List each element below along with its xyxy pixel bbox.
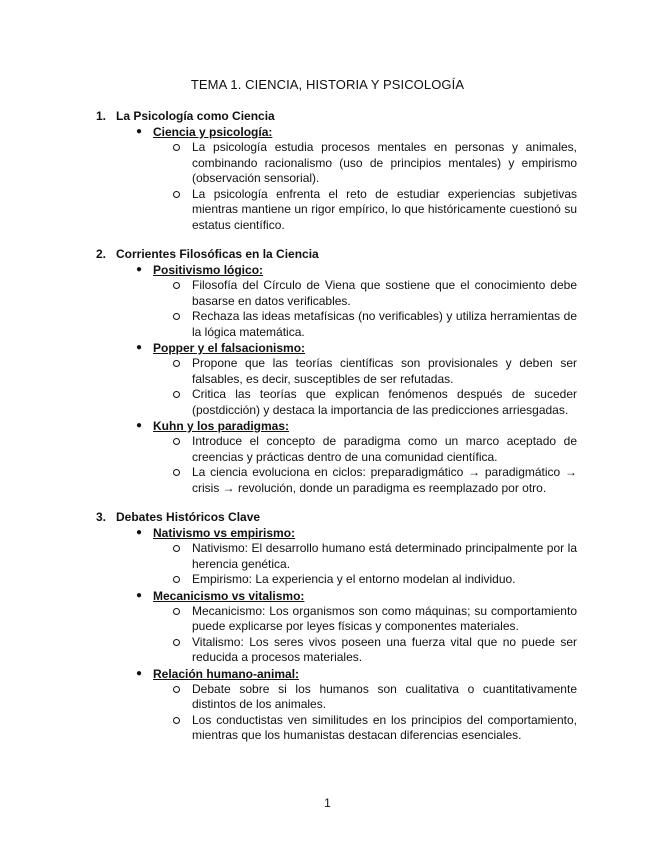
document-body (0, 108, 655, 757)
topic (0, 262, 655, 340)
section-title: La Psicología como Ciencia (116, 109, 275, 123)
topic-heading (0, 418, 655, 434)
item-text: Propone que las teorías científicas son provisionales y deben ser falsables, es decir, susceptibles de ser refutadas. (192, 356, 577, 386)
item-text: Introduce el concepto de paradigma como un marco aceptado de creencias y prácticas dentro de una comunidad científica. (192, 434, 577, 464)
topic (0, 124, 655, 233)
bullet-icon: ● (136, 527, 143, 538)
circle-bullet-icon (173, 545, 180, 552)
circle-bullet-icon (173, 313, 180, 320)
list-item (0, 713, 655, 744)
bullet-icon: ● (136, 126, 143, 137)
section (0, 509, 655, 744)
list-item (0, 356, 655, 387)
topic (0, 340, 655, 418)
item-text: Empirismo: La experiencia y el entorno modelan al individuo. (192, 572, 516, 586)
list-item (0, 541, 655, 572)
topic-heading (0, 340, 655, 356)
section (0, 246, 655, 496)
section-title: Debates Históricos Clave (116, 510, 261, 524)
list-item (0, 465, 655, 496)
item-text: Filosofía del Círculo de Viena que sostiene que el conocimiento debe basarse en datos verificables. (192, 278, 577, 308)
item-list (0, 541, 655, 588)
circle-bullet-icon (173, 686, 180, 693)
topic-title: Kuhn y los paradigmas: (153, 419, 290, 433)
topic-title: Mecanicismo vs vitalismo: (153, 588, 305, 603)
topic-heading (0, 124, 655, 140)
bullet-icon: ● (136, 667, 143, 679)
page-number: 1 (324, 796, 331, 810)
item-text: Los conductistas ven similitudes en los principios del comportamiento, mientras que los humanistas destacan diferencias esenciales. (192, 712, 577, 742)
topic-title: Relación humano-animal: (153, 666, 300, 681)
topic (0, 418, 655, 496)
topic-heading (0, 262, 655, 278)
bullet-icon: ● (136, 589, 143, 601)
document-title: TEMA 1. CIENCIA, HISTORIA Y PSICOLOGÍA (190, 77, 465, 92)
list-item (0, 604, 655, 635)
circle-bullet-icon (173, 469, 180, 476)
item-text: Nativismo: El desarrollo humano está determinado principalmente por la herencia genética. (192, 541, 577, 571)
list-item (0, 140, 655, 187)
item-list (0, 434, 655, 496)
bullet-icon: ● (136, 342, 143, 353)
list-item (0, 434, 655, 465)
topic-title: Positivismo lógico: (153, 263, 264, 277)
item-text: Vitalismo: Los seres vivos poseen una fuerza vital que no puede ser reducida a procesos materiales. (192, 634, 577, 664)
item-list (0, 356, 655, 418)
section-title: Corrientes Filosóficas en la Ciencia (116, 247, 319, 261)
circle-bullet-icon (173, 391, 180, 398)
section-number: 3. (96, 510, 107, 524)
item-text: La ciencia evoluciona en ciclos: preparadigmático → paradigmático → crisis → revolución, donde un paradigma es reemplazado por otro. (192, 465, 577, 495)
list-item (0, 572, 655, 588)
circle-bullet-icon (173, 438, 180, 445)
topic (0, 525, 655, 588)
bullet-icon: ● (136, 264, 143, 275)
item-text: Mecanicismo: Los organismos son como máquinas; su comportamiento puede explicarse por leyes físicas y componentes materiales. (192, 603, 577, 633)
list-item (0, 635, 655, 666)
bullet-icon: ● (136, 420, 143, 431)
section (0, 108, 655, 233)
item-list (0, 140, 655, 233)
topic-title: Ciencia y psicología: (153, 125, 273, 139)
topic (0, 666, 655, 744)
topic (0, 588, 655, 666)
topic-title: Popper y el falsacionismo: (153, 341, 306, 355)
item-text: Rechaza las ideas metafísicas (no verificables) y utiliza herramientas de la lógica matemática. (192, 309, 577, 339)
section-heading (0, 509, 655, 525)
item-text: Debate sobre si los humanos son cualitativa o cuantitativamente distintos de los animales. (192, 681, 577, 711)
circle-bullet-icon (173, 360, 180, 367)
section-number: 1. (96, 109, 107, 123)
item-list (0, 604, 655, 666)
list-item (0, 387, 655, 418)
list-item (0, 309, 655, 340)
list-item (0, 187, 655, 234)
item-list (0, 682, 655, 744)
circle-bullet-icon (173, 639, 180, 646)
section-heading (0, 108, 655, 124)
item-text: Critica las teorías que explican fenómenos después de suceder (postdicción) y destaca la importancia de las predicciones arriesgadas. (192, 387, 577, 417)
list-item (0, 278, 655, 309)
section-heading (0, 246, 655, 262)
circle-bullet-icon (173, 191, 180, 198)
topic-heading (0, 666, 655, 682)
item-list (0, 278, 655, 340)
topic-title: Nativismo vs empirismo: (153, 526, 296, 540)
topic-heading (0, 588, 655, 604)
circle-bullet-icon (173, 576, 180, 583)
item-text: La psicología enfrenta el reto de estudiar experiencias subjetivas mientras mantiene un rigor empírico, lo que históricamente cuestionó su estatus científico. (192, 186, 577, 232)
circle-bullet-icon (173, 717, 180, 724)
topic-heading (0, 525, 655, 541)
circle-bullet-icon (173, 144, 180, 151)
section-number: 2. (96, 247, 107, 261)
circle-bullet-icon (173, 608, 180, 615)
item-text: La psicología estudia procesos mentales en personas y animales, combinando racionalismo (uso de principios mentales) y empirismo (observación sensorial). (192, 140, 577, 185)
list-item (0, 682, 655, 713)
circle-bullet-icon (173, 282, 180, 289)
